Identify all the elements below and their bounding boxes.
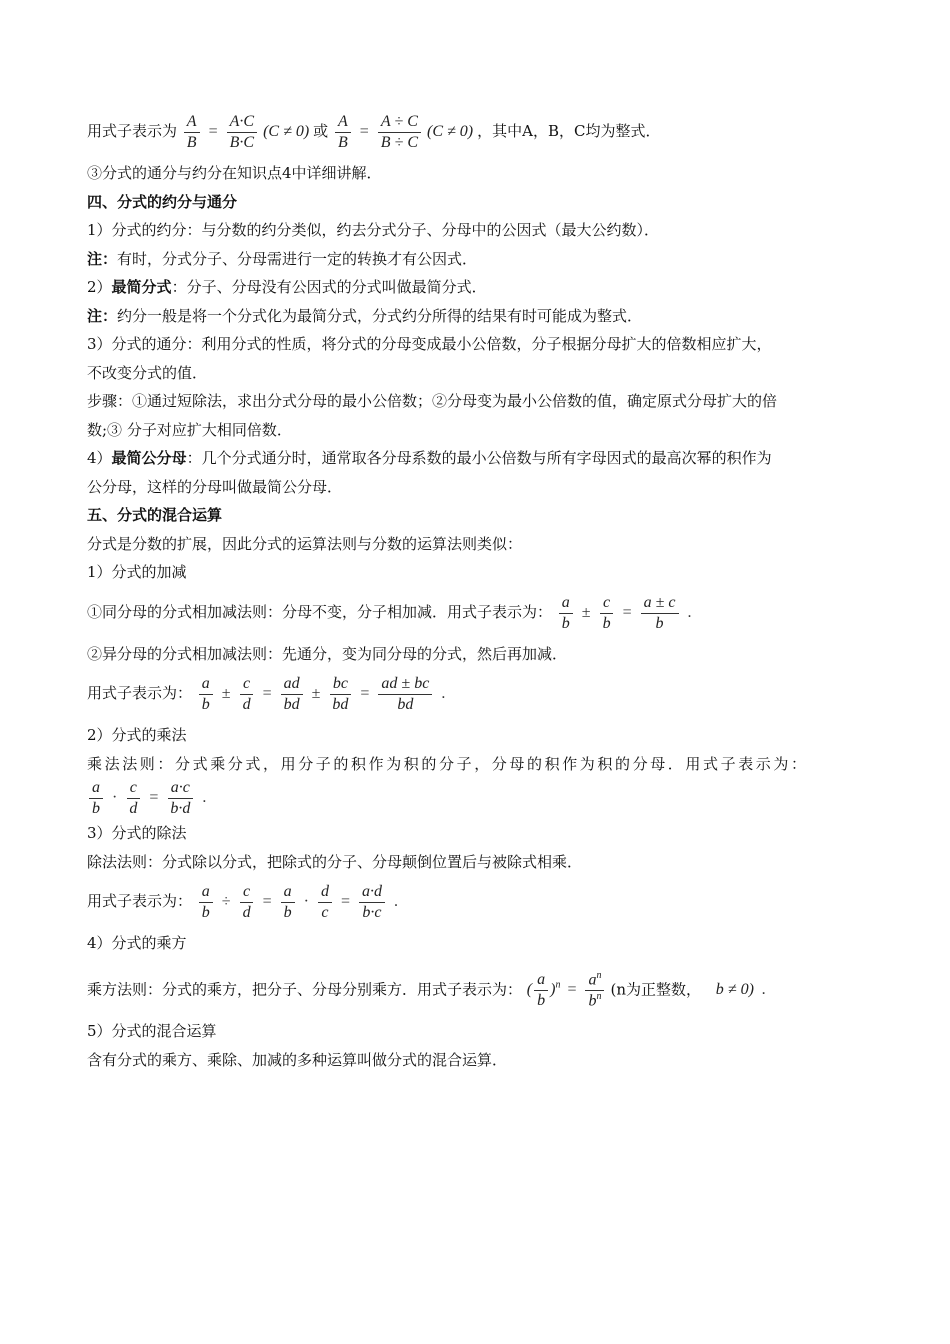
formula-add-same-denominator: ①同分母的分式相加减法则：分母不变，分子相加减．用式子表示为： $\frac{a}{b}$ ± $\frac{c}{b}$ = $\frac{a \pm c}{b}$ . [87,593,867,634]
document-page [87,112,867,1074]
fraction: $\frac{bc}{bd}$ [329,674,351,715]
fraction: $\frac{a}{b}$ [534,970,548,1011]
fraction: $\frac{a}{b}$ [199,674,213,715]
fraction: $\frac{a}{b}$ [199,882,213,923]
fraction: $\frac{c}{b}$ [600,593,614,634]
math-expression: $\frac{a}{b}$ ± $\frac{c}{b}$ = $\frac{a \pm c}{b}$ . [557,604,695,621]
fraction: $\frac{ad}{bd}$ [281,674,303,715]
subheading: 2）分式的乘法 [87,726,187,744]
fraction: $\frac{a\cdot d}{b\cdot c}$ [359,882,385,923]
math-expression: $\frac{a}{b}$ ÷ $\frac{c}{d}$ = $\frac{a}{b}$ · $\frac{d}{c}$ = $\frac{a\cdot d}{b\cdot c}$ . [197,893,401,910]
math-expression: $\frac{a}{b}$ · $\frac{c}{d}$ = $\frac{a\cdot c}{b\cdot d}$ . [87,789,209,806]
formula-multiply [87,778,867,819]
math-expression: $\frac{a}{b}$ ± $\frac{c}{d}$ = $\frac{ad}{bd}$ ± $\frac{bc}{bd}$ = $\frac{ad \pm bc}{bd}$ . [197,685,449,702]
paragraph: 除法法则：分式除以分式，把除式的分子、分母颠倒位置后与被除式相乘． [87,852,583,871]
fraction: $\frac{a}{b}$ [89,778,103,819]
paragraph: 公分母，这样的分母叫做最简公分母． [87,477,343,496]
formula-divide: 用式子表示为： $\frac{a}{b}$ ÷ $\frac{c}{d}$ = $\frac{a}{b}$ · $\frac{d}{c}$ = $\frac{a\cdot d}{b\cdot c}$ . [87,882,867,923]
math-expression: $\frac{A}{B}$ = $\frac{A\cdot C}{B\cdot C}$ (C ≠ 0) [182,123,313,140]
paragraph: 不改变分式的值． [87,363,208,382]
text: 用式子表示为 [87,122,178,141]
text: (n为正整数， [610,980,701,998]
fraction: $\frac{a\cdot c}{b\cdot d}$ [167,778,193,819]
subheading: 5）分式的混合运算 [87,1022,217,1041]
section-heading-5: 五、分式的混合运算 [87,506,223,524]
paragraph: ③分式的通分与约分在知识点4中详细讲解． [87,164,382,182]
paragraph: 4）最简公分母：几个分式通分时，通常取各分母系数的最小公倍数与所有字母因式的最高次幂的积作为 [87,449,772,467]
formula-add-diff-denominator: 用式子表示为： $\frac{a}{b}$ ± $\frac{c}{d}$ = $\frac{ad}{bd}$ ± $\frac{bc}{bd}$ = $\frac{ad \pm bc}{bd}$ . [87,674,867,715]
note: 注：约分一般是将一个分式化为最简分式，分式约分所得的结果有时可能成为整式． [87,306,643,325]
paragraph: 2）最简分式：分子、分母没有公因式的分式叫做最简分式． [87,278,487,296]
paragraph: ②异分母的分式相加减法则：先通分，变为同分母的分式，然后再加减． [87,644,568,663]
fraction: $\frac{a^n}{b^n}$ [585,970,604,1012]
paragraph: 乘法法则：分式乘分式，用分子的积作为积的分子，分母的积作为积的分母．用式子表示为： [87,754,809,773]
math-expression: b ≠ 0) [715,981,754,998]
note: 注：有时，分式分子、分母需进行一定的转换才有公因式． [87,249,478,268]
text: 或 [313,122,329,141]
paragraph: 步骤：①通过短除法，求出分式分母的最小公倍数；②分母变为最小公倍数的值，确定原式分母扩大的倍 [87,392,778,410]
fraction: $\frac{a \pm c}{b}$ [641,593,679,634]
fraction: $\frac{A}{B}$ [184,112,200,153]
paragraph: 分式是分数的扩展，因此分式的运算法则与分数的运算法则类似： [87,534,523,553]
math-expression: $\frac{A}{B}$ = $\frac{A \div C}{B \div C}$ (C ≠ 0) [333,123,477,140]
formula-basic-property [87,112,867,153]
paragraph: 3）分式的通分：利用分式的性质，将分式的分母变成最小公倍数，分子根据分母扩大的倍数相应扩大， [87,335,772,353]
fraction: $\frac{a}{b}$ [559,593,573,634]
math-expression: ( $\frac{a}{b}$ )$^n$ = $\frac{a^n}{b^n}$ [527,981,611,998]
paragraph: 1）分式的约分：与分数的约分类似，约去分式分子、分母中的公因式（最大公约数）． [87,221,660,239]
fraction: $\frac{d}{c}$ [318,882,332,923]
paragraph: 含有分式的乘方、乘除、加减的多种运算叫做分式的混合运算． [87,1050,508,1069]
subheading: 1）分式的加减 [87,563,187,581]
subheading: 3）分式的除法 [87,824,187,842]
section-heading-4: 四、分式的约分与通分 [87,192,238,211]
text: ，其中A，B，C均为整式． [477,122,661,141]
fraction: $\frac{c}{d}$ [240,882,254,923]
fraction: $\frac{c}{d}$ [240,674,254,715]
fraction: $\frac{a}{b}$ [281,882,295,923]
paragraph: 数;③ 分子对应扩大相同倍数． [87,420,292,439]
fraction: $\frac{A\cdot C}{B\cdot C}$ [227,112,257,153]
fraction: $\frac{c}{d}$ [126,778,140,819]
fraction: $\frac{A}{B}$ [335,112,351,153]
fraction: $\frac{ad \pm bc}{bd}$ [378,674,432,715]
formula-power: 乘方法则：分式的乘方，把分子、分母分别乘方．用式子表示为： ( $\frac{a}{b}$ )$^n$ = $\frac{a^n}{b^n}$ (n为正整数， b ≠ 0) . [87,969,766,1010]
subheading: 4）分式的乘方 [87,934,187,952]
fraction: $\frac{A \div C}{B \div C}$ [378,112,421,153]
